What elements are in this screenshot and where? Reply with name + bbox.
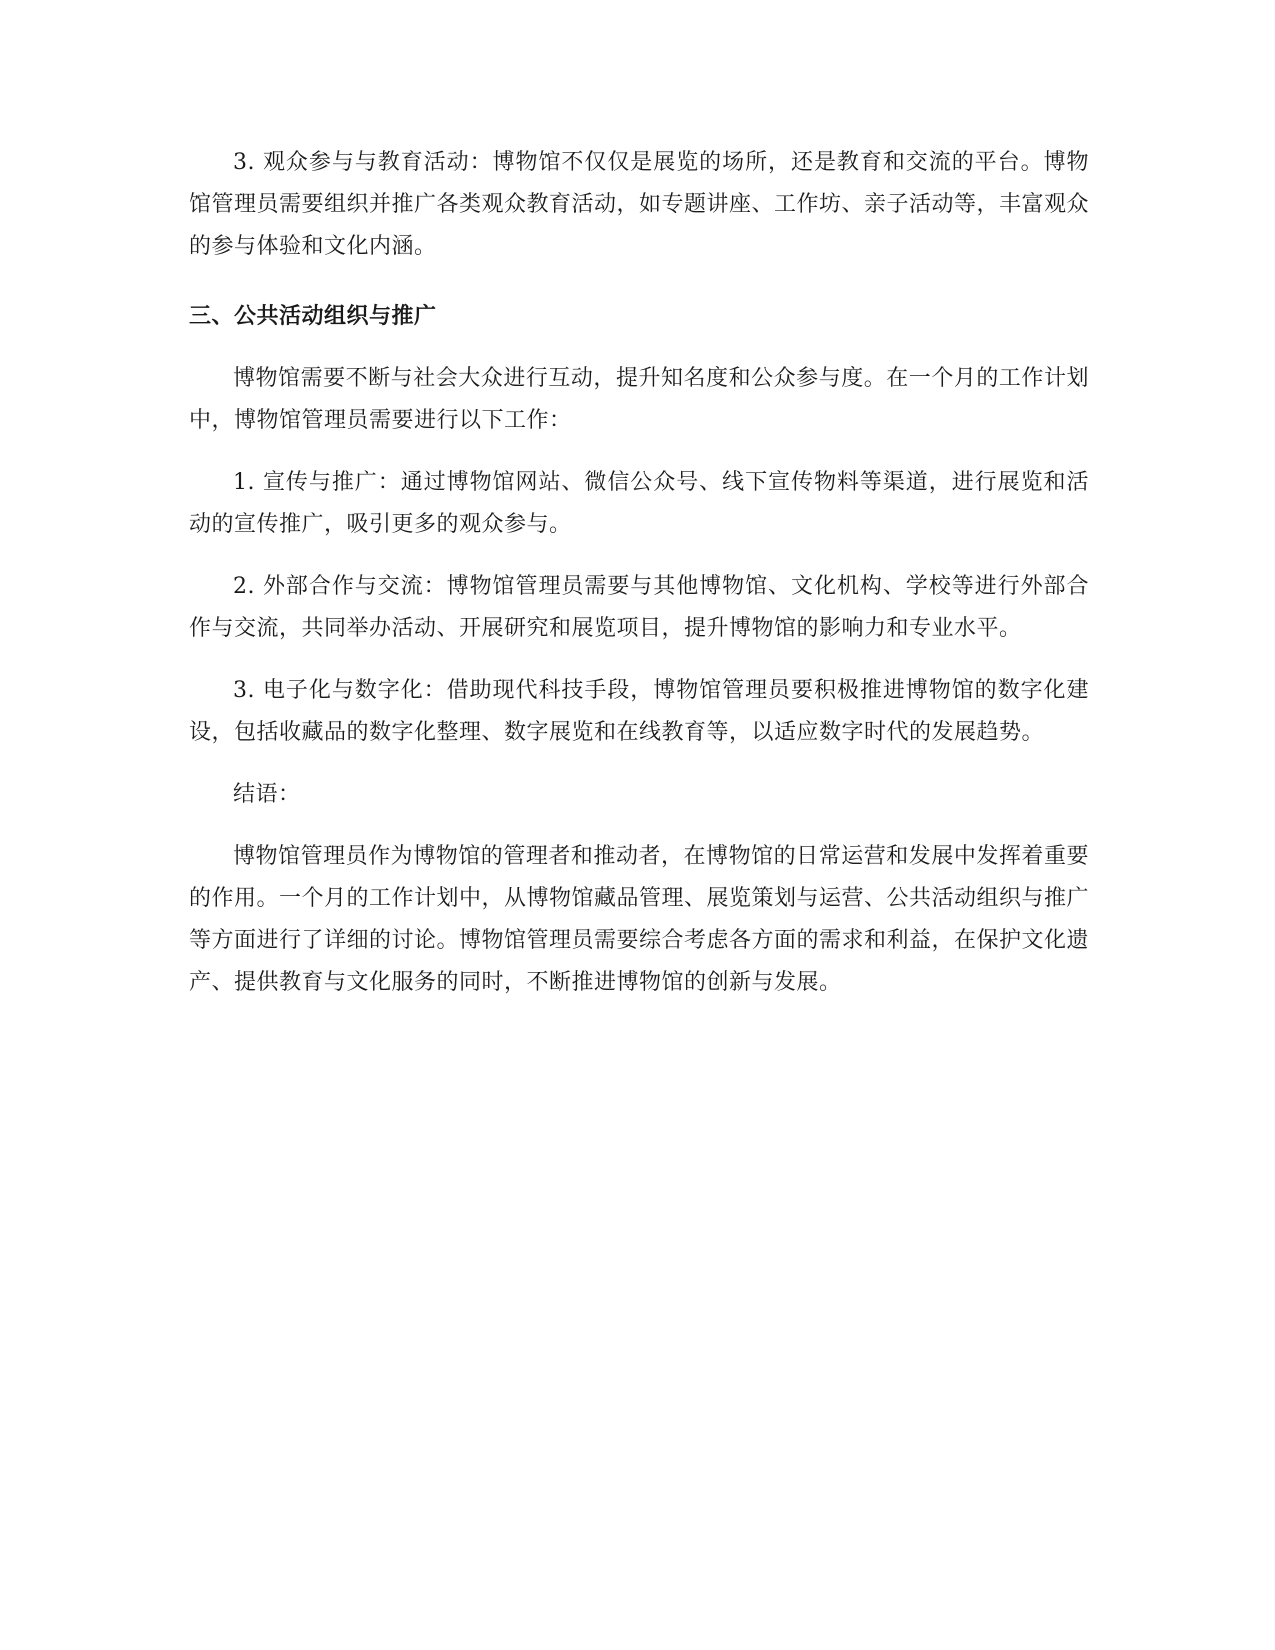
paragraph-promotion: 1. 宣传与推广：通过博物馆网站、微信公众号、线下宣传物料等渠道，进行展览和活动的宣传推广，吸引更多的观众参与。 (189, 470, 1089, 537)
document-page (189, 142, 1089, 1004)
conclusion-label: 结语： (233, 782, 301, 807)
paragraph-digitization: 3. 电子化与数字化：借助现代科技手段，博物馆管理员要积极推进博物馆的数字化建设，包括收藏品的数字化整理、数字展览和在线教育等，以适应数字时代的发展趋势。 (189, 678, 1089, 745)
conclusion-text: 博物馆管理员作为博物馆的管理者和推动者，在博物馆的日常运营和发展中发挥着重要的作用。一个月的工作计划中，从博物馆藏品管理、展览策划与运营、公共活动组织与推广等方面进行了详细的讨论。博物馆管理员需要综合考虑各方面的需求和利益，在保护文化遗产、提供教育与文化服务的同时，不断推进博物馆的创新与发展。 (189, 844, 1090, 995)
paragraph-external-cooperation: 2. 外部合作与交流：博物馆管理员需要与其他博物馆、文化机构、学校等进行外部合作与交流，共同举办活动、开展研究和展览项目，提升博物馆的影响力和专业水平。 (189, 574, 1089, 641)
section-heading: 三、公共活动组织与推广 (189, 304, 437, 329)
paragraph-audience-education: 3. 观众参与与教育活动：博物馆不仅仅是展览的场所，还是教育和交流的平台。博物馆管理员需要组织并推广各类观众教育活动，如专题讲座、工作坊、亲子活动等，丰富观众的参与体验和文化内涵。 (189, 150, 1090, 259)
paragraph-public-interaction: 博物馆需要不断与社会大众进行互动，提升知名度和公众参与度。在一个月的工作计划中，博物馆管理员需要进行以下工作： (189, 366, 1089, 433)
